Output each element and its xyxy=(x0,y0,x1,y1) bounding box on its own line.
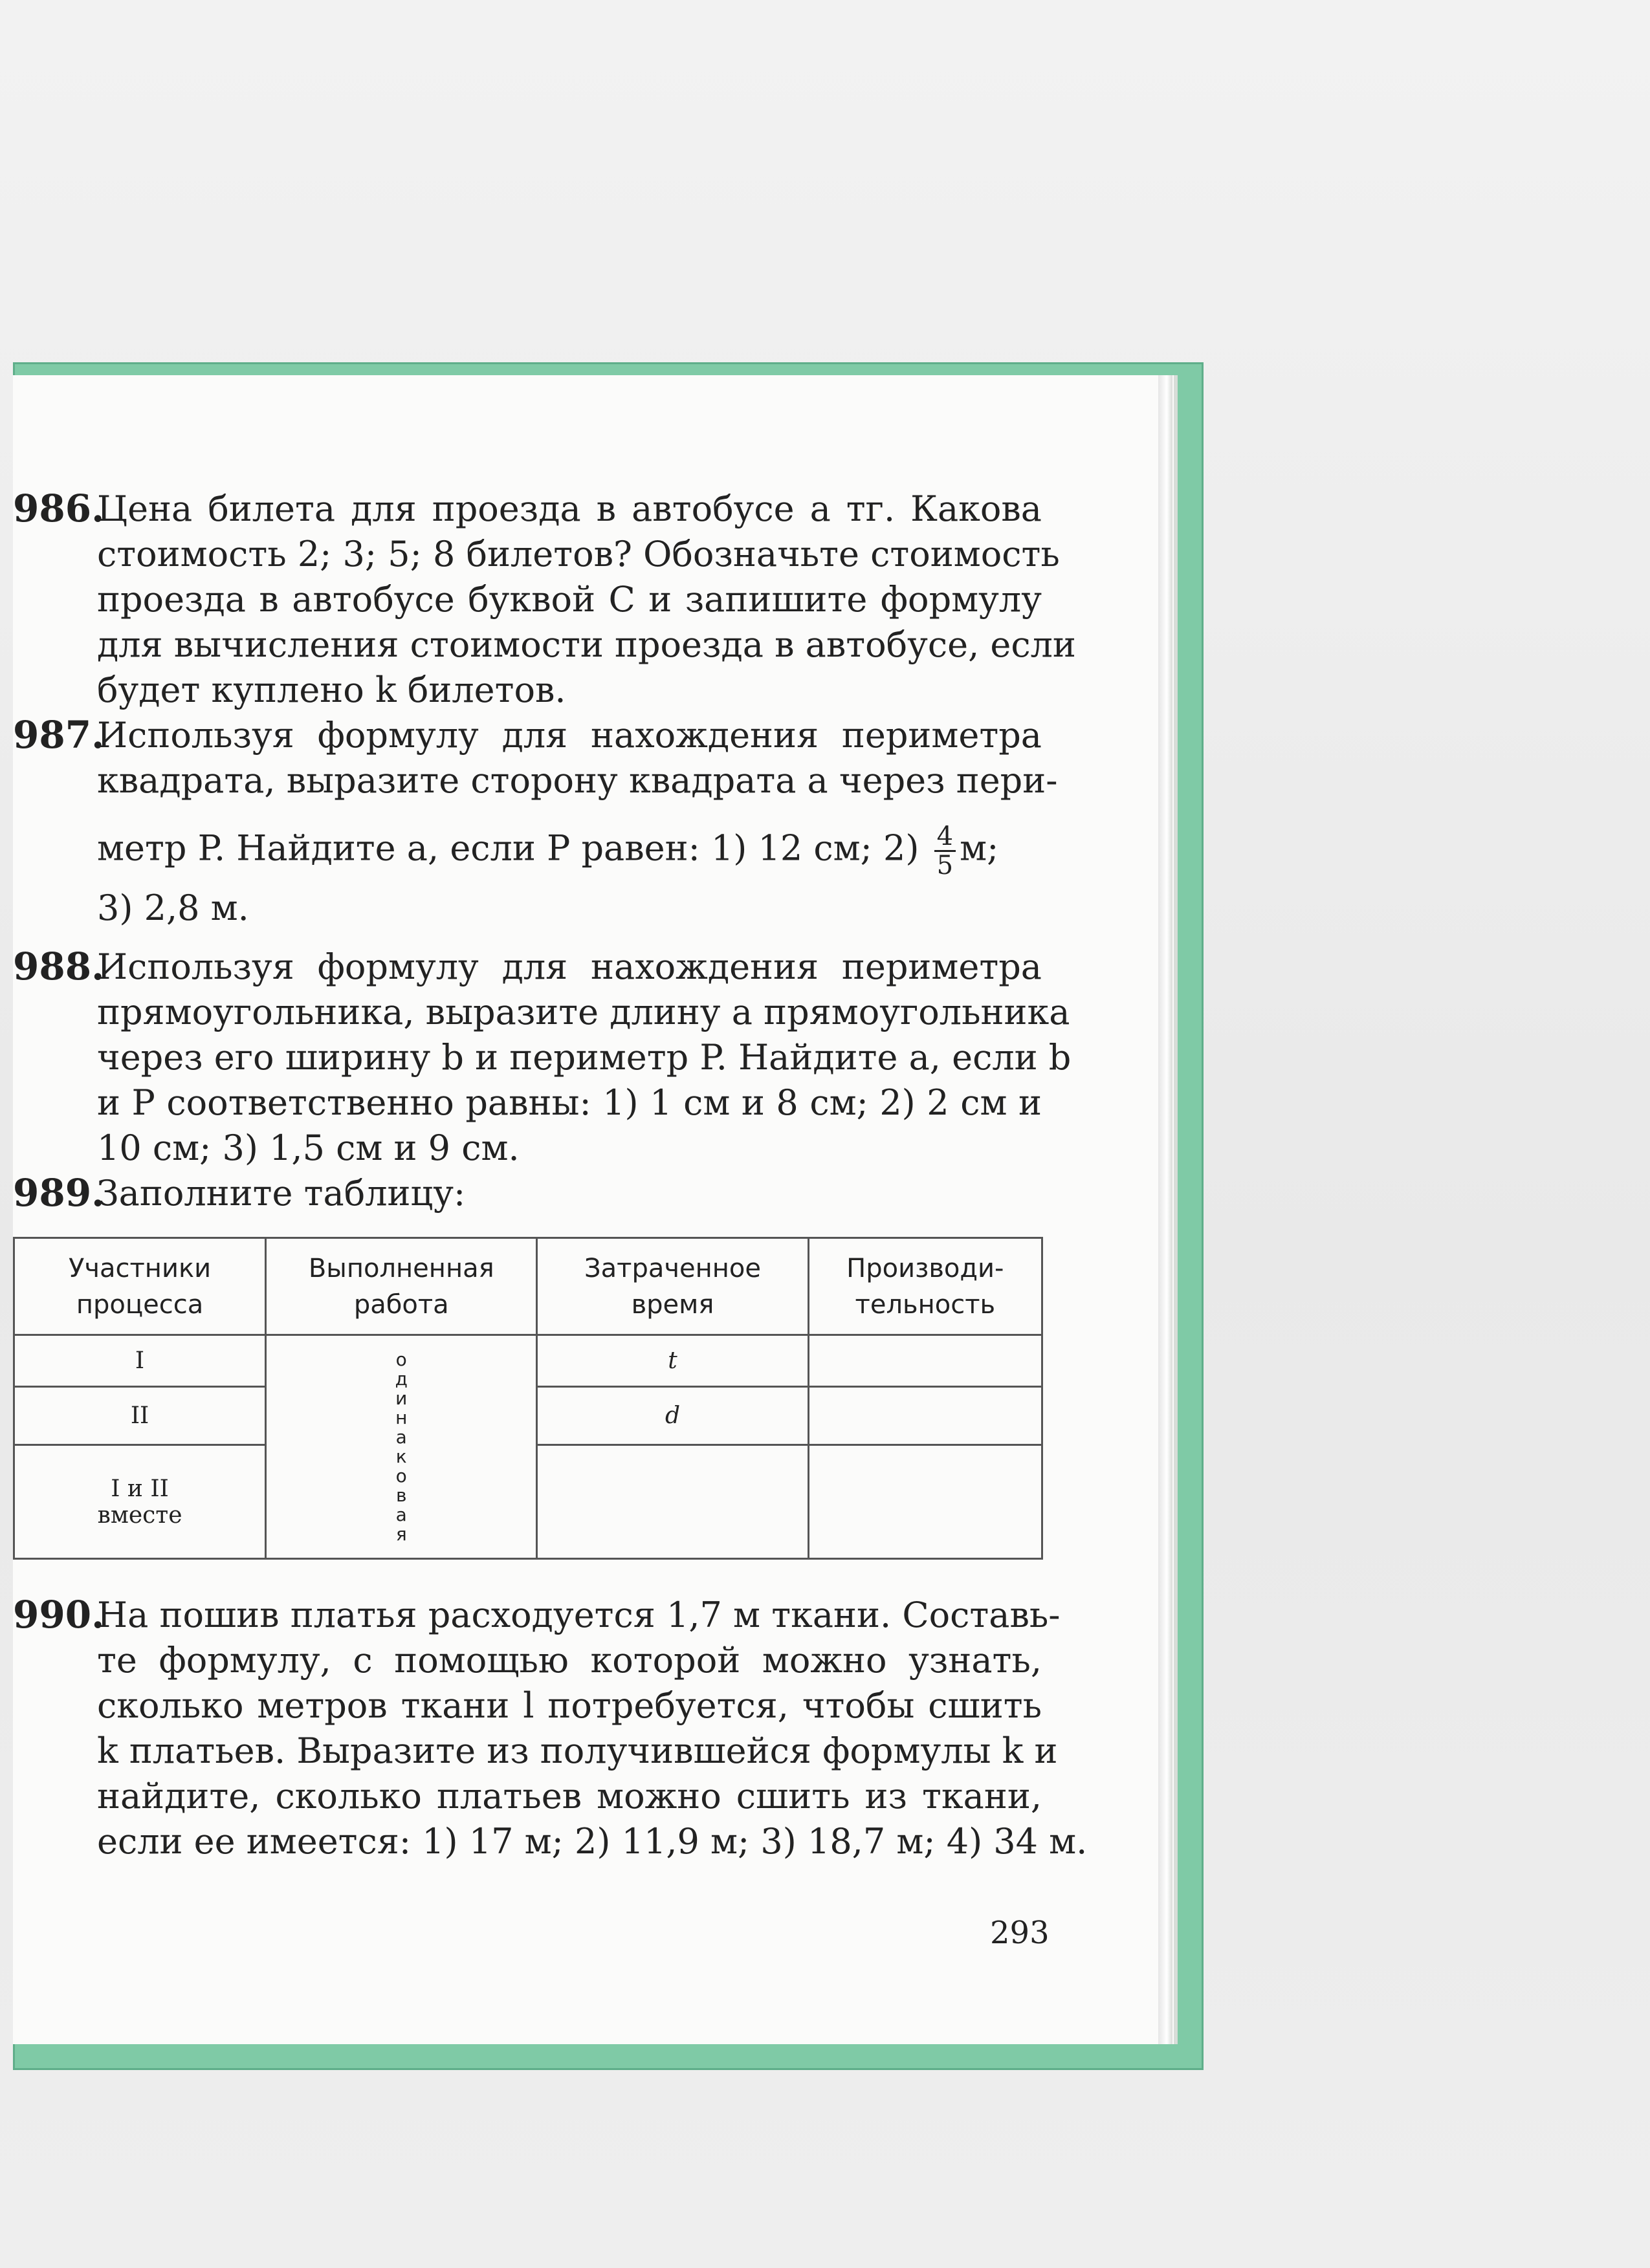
problem-990-number: 990. xyxy=(13,1593,105,1637)
problem-986-line: для вычисления стоимости проезда в автобусе, если xyxy=(97,624,1076,665)
vertical-letter: о xyxy=(395,1348,407,1370)
table-header: Производи- тельность xyxy=(808,1238,1042,1335)
problem-986-line: Цена билета для проезда в автобусе a тг. Какова xyxy=(97,488,1042,529)
problem-987-number: 987. xyxy=(13,713,105,757)
problem-990-line: найдите, сколько платьев можно сшить из ткани, xyxy=(97,1776,1042,1816)
fraction-numerator: 4 xyxy=(934,823,956,852)
problem-990-line: k платьев. Выразите из получившейся формулы k и xyxy=(97,1730,1058,1771)
problem-988-line: через его ширину b и периметр P. Найдите a, если b xyxy=(97,1037,1072,1078)
problem-989-line: Заполните таблицу: xyxy=(97,1173,466,1214)
fraction-unit: м; xyxy=(960,827,999,869)
work-table xyxy=(13,1237,1043,1560)
page-edge xyxy=(1158,375,1172,2044)
page-number: 293 xyxy=(990,1915,1050,1951)
table-header: Выполненная работа xyxy=(266,1238,537,1335)
problem-986-text xyxy=(97,486,1076,713)
problem-986-number: 986. xyxy=(13,486,105,530)
vertical-letter: я xyxy=(395,1523,407,1545)
productivity-cell[interactable] xyxy=(808,1445,1042,1559)
productivity-cell[interactable] xyxy=(808,1387,1042,1445)
time-cell: t xyxy=(537,1335,808,1387)
problem-986-line: проезда в автобусе буквой C и запишите формулу xyxy=(97,579,1042,620)
problem-988-number: 988. xyxy=(13,944,105,988)
vertical-word xyxy=(267,1350,536,1544)
problem-990-line: сколько метров ткани l потребуется, чтобы сшить xyxy=(97,1685,1042,1726)
fraction-denominator: 5 xyxy=(936,851,954,880)
table-header: Затраченное время xyxy=(537,1238,808,1335)
problem-990-line: если ее имеется: 1) 17 м; 2) 11,9 м; 3) 18,7 м; 4) 34 м. xyxy=(97,1821,1088,1862)
table-row xyxy=(14,1335,1042,1387)
problem-986-line: будет куплено k билетов. xyxy=(97,670,566,710)
vertical-letter: н xyxy=(395,1406,408,1428)
problem-988-line: 10 см; 3) 1,5 см и 9 см. xyxy=(97,1128,520,1168)
table-header: Участники процесса xyxy=(14,1238,266,1335)
work-cell xyxy=(266,1335,537,1559)
problem-990-line: те формулу, с помощью которой можно узнать, xyxy=(97,1640,1042,1681)
problem-987-line: квадрата, выразите сторону квадрата a через пери- xyxy=(97,760,1058,801)
time-cell: d xyxy=(537,1387,808,1445)
problem-987-text xyxy=(97,713,1058,931)
participant-cell: I xyxy=(14,1335,266,1387)
time-cell xyxy=(537,1445,808,1559)
table-header-row xyxy=(14,1238,1042,1335)
vertical-letter: в xyxy=(395,1484,407,1506)
problem-990-text xyxy=(97,1593,1088,1864)
problem-989-number: 989. xyxy=(13,1171,105,1215)
problem-988-text xyxy=(97,944,1072,1171)
problem-988-line: Используя формулу для нахождения периметра xyxy=(97,946,1042,987)
participant-cell: II xyxy=(14,1387,266,1445)
problem-987-line: Используя формулу для нахождения периметра xyxy=(97,715,1042,756)
vertical-letter: и xyxy=(395,1387,408,1409)
vertical-letter: д xyxy=(395,1368,408,1390)
vertical-letter: к xyxy=(395,1445,407,1467)
problem-986-line: стоимость 2; 3; 5; 8 билетов? Обозначьте стоимость xyxy=(97,534,1060,574)
fraction xyxy=(934,823,956,879)
participant-cell: I и II вместе xyxy=(14,1445,266,1559)
vertical-letter: а xyxy=(395,1426,407,1448)
problem-990-line: На пошив платья расходуется 1,7 м ткани. Составь- xyxy=(97,1595,1061,1635)
problem-988-line: и P соответственно равны: 1) 1 см и 8 см; 2) 2 см и xyxy=(97,1082,1042,1123)
problem-987-line-with-fraction xyxy=(97,823,1042,879)
vertical-letter: а xyxy=(395,1503,407,1525)
problem-987-line: 3) 2,8 м. xyxy=(97,888,249,928)
vertical-letter: о xyxy=(395,1465,407,1487)
problem-989-text xyxy=(97,1171,1042,1216)
problem-987-line: метр P. Найдите a, если P равен: 1) 12 см; 2) xyxy=(97,827,919,869)
problem-988-line: прямоугольника, выразите длину a прямоугольника xyxy=(97,992,1070,1032)
productivity-cell[interactable] xyxy=(808,1335,1042,1387)
